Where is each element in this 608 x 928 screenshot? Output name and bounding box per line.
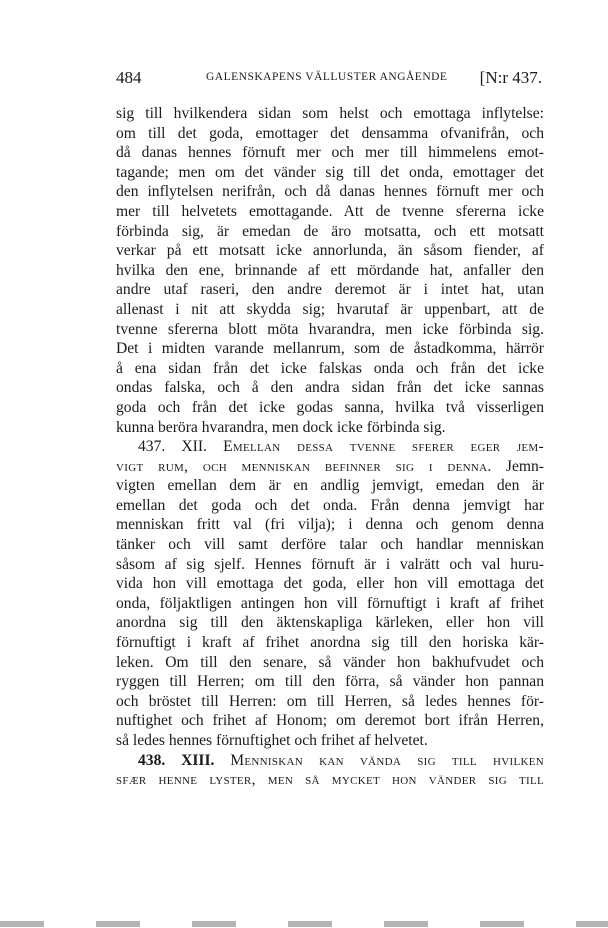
text-line: menniskan fritt val (fri vilja); i denna och genom denna (116, 516, 544, 534)
section-438-heading (116, 751, 544, 771)
text-line: mer till helvetets emottagande. Att de tvenne sfererna icke (116, 202, 544, 220)
section-437-title-cont: vigt rum, och menniskan befinner sig i denna. (116, 457, 492, 475)
text-line: vida hon vill emottaga det goda, eller hon vill emottaga det (116, 575, 544, 593)
section-438-roman: XIII. (181, 751, 215, 769)
text-line: andre utaf raseri, den andre deremot är i intet hat, utan (116, 281, 544, 299)
section-437-heading (116, 437, 544, 457)
text-line: verkar på ett motsatt icke annorlunda, än såsom fiender, af (116, 242, 544, 260)
text-line: tvenne sfererna blott möta hvarandra, men icke förbinda sig. (116, 320, 544, 338)
section-438-title-cont: sfær henne lyster, men så mycket hon vänder sig till (116, 771, 544, 789)
text-line: sig till hvilkendera sidan som helst och emottaga inflytelse: (116, 105, 544, 122)
text-line: hvilka den ene, brinnande af ett mördande hat, anfaller den (116, 261, 544, 279)
scan-edge-marks (0, 921, 608, 927)
text-line: ondas falska, och å den andra sidan från det icke sannas (116, 379, 544, 397)
text-line: å ena sidan från det icke falskas onda och från det icke (116, 359, 544, 377)
text-line: onda, följaktligen antingen hon vill förnuftigt i kraft af frihet (116, 594, 544, 612)
page-header (116, 68, 544, 96)
section-437-number: 437. (138, 438, 166, 456)
text-line: den inflytelsen nerifrån, och då danas hennes förnuft mer och (116, 183, 544, 201)
text-line: förnuftigt i kraft af frihet anordna sig till den horiska kär- (116, 634, 544, 652)
text-line: anordna sig till den äktenskapliga kärleken, eller hon vill (116, 614, 544, 632)
text-line: tagande; men om det vänder sig till det onda, emottager det (116, 163, 544, 181)
text-line: då danas hennes förnuft mer och mer till himmelens emot- (116, 144, 544, 162)
section-437-title: Emellan dessa tvenne sferer eger jem- (223, 438, 544, 456)
text-line: kunna beröra hvarandra, men dock icke förbinda sig. (116, 418, 446, 436)
text-line: och bröstet till Herren: om till Herren, så ledes hennes för- (116, 692, 544, 710)
text-line: goda och från det icke godas sanna, hvilka två visserligen (116, 398, 544, 416)
text-line: tänker och vill samt derföre talar och handlar menniskan (116, 536, 544, 554)
section-437-roman: XII. (181, 438, 207, 456)
running-title: GALENSKAPENS VÄLLUSTER ANGÅENDE (206, 71, 448, 83)
text-line: så ledes hennes förnuftighet och frihet af helvetet. (116, 732, 428, 749)
page-number: 484 (116, 68, 142, 87)
text-line: emellan det goda och det onda. Från denna jemvigt har (116, 496, 544, 514)
text-line: förbinda sig, är emedan de äro motsatta, och ett motsatt (116, 222, 544, 240)
section-438-heading-cont (116, 770, 544, 790)
body-text (116, 104, 544, 790)
section-438-title: Menniskan kan vända sig till hvilken (230, 751, 544, 769)
section-438-number: 438. (138, 751, 166, 769)
section-437-heading-cont (116, 457, 544, 477)
section-437-lead: Jemn- (505, 457, 544, 475)
text-line: nuftighet och frihet af Honom; om deremot bort ifrån Herren, (116, 712, 544, 730)
text-line: Det i midten varande mellanrum, som de åstadkomma, härrör (116, 340, 544, 358)
text-line: såsom af sig sjelf. Hennes förnuft är i valrätt och val huru- (116, 555, 544, 573)
section-reference: [N:r 437. (479, 68, 542, 87)
text-line: om till det goda, emottager det densamma ofvanifrån, och (116, 124, 544, 142)
text-line: leken. Om till den senare, så vänder hon bakhufvudet och (116, 653, 544, 671)
text-line: ryggen till Herren; om till den förra, så vänder hon pannan (116, 673, 544, 691)
text-line: vigten emellan dem är en andlig jemvigt, emedan den är (116, 477, 544, 495)
text-line: allenast i nit att skydda sig; hvarutaf är uppenbart, att de (116, 300, 544, 318)
